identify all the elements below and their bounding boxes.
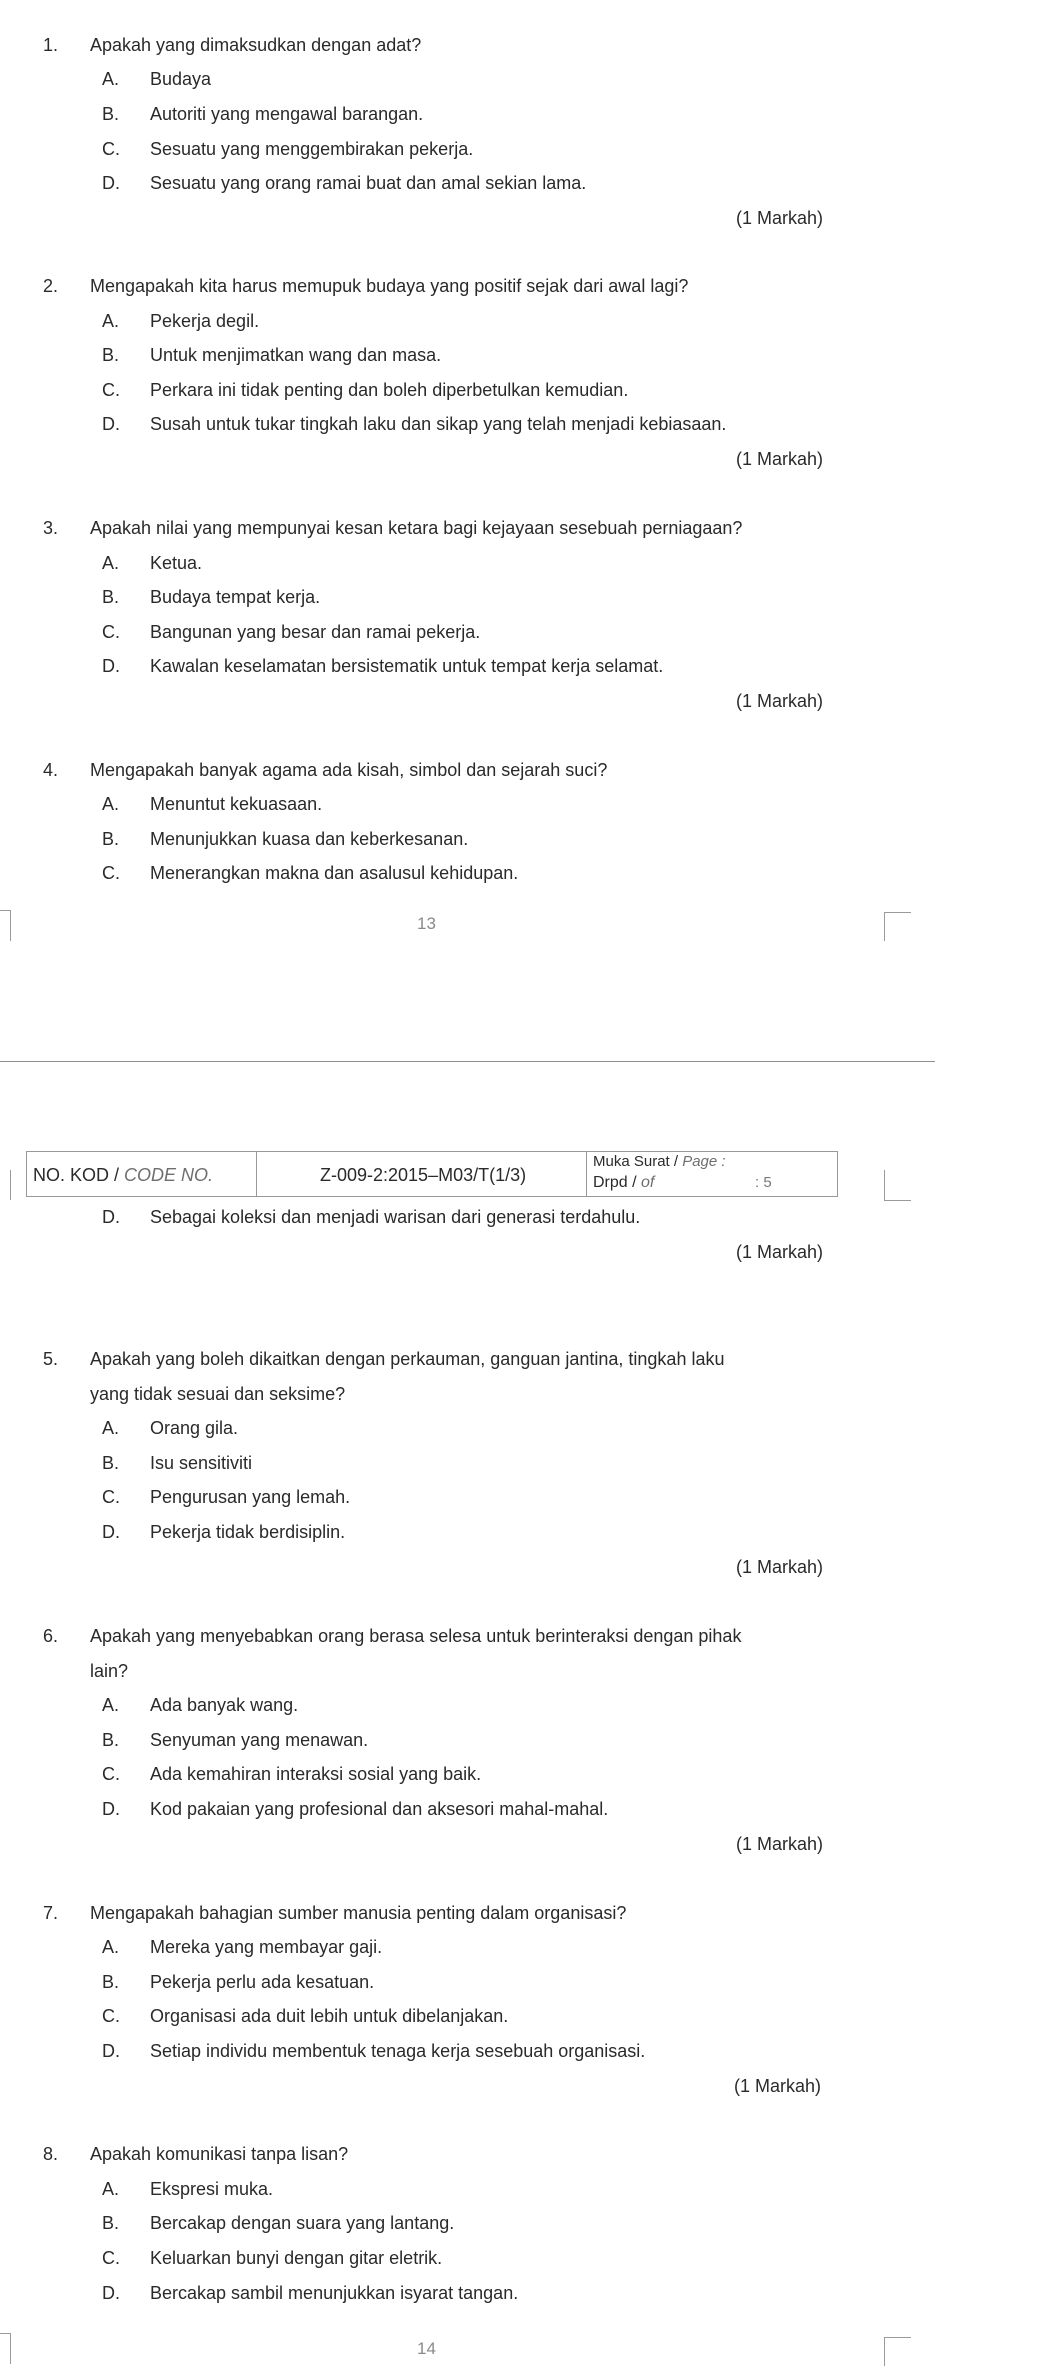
option-text: Isu sensitiviti bbox=[150, 1453, 253, 1473]
question-number: 1. bbox=[43, 35, 59, 55]
mark-label: (1 Markah) bbox=[735, 691, 823, 711]
corner-mark-right bbox=[884, 1170, 911, 1201]
option-letter: B. bbox=[102, 1453, 120, 1473]
option-letter: B. bbox=[102, 345, 120, 365]
mark-label: (1 Markah) bbox=[735, 1242, 823, 1262]
option-letter: D. bbox=[102, 2283, 120, 2303]
option-letter: C. bbox=[102, 1487, 120, 1507]
option-text: Menerangkan makna dan asalusul kehidupan. bbox=[150, 863, 519, 883]
document-header-table bbox=[26, 1151, 838, 1197]
page-separator bbox=[0, 1061, 935, 1062]
option-text: Sebagai koleksi dan menjadi warisan dari generasi terdahulu. bbox=[150, 1207, 641, 1227]
total-pages: : 5 bbox=[755, 1174, 772, 1191]
option-text: Pekerja degil. bbox=[150, 311, 260, 331]
option-text: Autoriti yang mengawal barangan. bbox=[150, 104, 424, 124]
question-text: Mengapakah banyak agama ada kisah, simbol dan sejarah suci? bbox=[90, 760, 608, 780]
question-text-line-1: Apakah yang menyebabkan orang berasa selesa untuk berinteraksi dengan pihak bbox=[90, 1626, 742, 1646]
page-label: Muka Surat / Page : bbox=[593, 1153, 726, 1170]
question-text: Apakah komunikasi tanpa lisan? bbox=[90, 2144, 349, 2164]
option-text: Perkara ini tidak penting dan boleh diperbetulkan kemudian. bbox=[150, 380, 629, 400]
question-number: 4. bbox=[43, 760, 59, 780]
question-text: Apakah nilai yang mempunyai kesan ketara bagi kejayaan sesebuah perniagaan? bbox=[90, 518, 743, 538]
option-text: Ketua. bbox=[150, 553, 203, 573]
option-letter: A. bbox=[102, 1937, 120, 1957]
of-label: Drpd / of bbox=[593, 1174, 655, 1191]
option-text: Untuk menjimatkan wang dan masa. bbox=[150, 345, 442, 365]
option-text: Bercakap dengan suara yang lantang. bbox=[150, 2213, 455, 2233]
question-number: 6. bbox=[43, 1626, 59, 1646]
corner-mark-left bbox=[0, 2333, 11, 2364]
option-text: Sesuatu yang menggembirakan pekerja. bbox=[150, 139, 474, 159]
option-text: Senyuman yang menawan. bbox=[150, 1730, 369, 1750]
corner-mark-right bbox=[884, 912, 911, 941]
option-letter: A. bbox=[102, 794, 120, 814]
option-text: Orang gila. bbox=[150, 1418, 239, 1438]
option-text: Budaya tempat kerja. bbox=[150, 587, 321, 607]
question-text: Mengapakah bahagian sumber manusia penting dalam organisasi? bbox=[90, 1903, 627, 1923]
corner-mark-left bbox=[0, 910, 11, 941]
option-text: Keluarkan bunyi dengan gitar eletrik. bbox=[150, 2248, 443, 2268]
question-number: 5. bbox=[43, 1349, 59, 1369]
option-letter: C. bbox=[102, 139, 120, 159]
option-letter: D. bbox=[102, 1799, 120, 1819]
option-letter: B. bbox=[102, 104, 120, 124]
option-text: Ada banyak wang. bbox=[150, 1695, 299, 1715]
mark-label: (1 Markah) bbox=[735, 449, 823, 469]
option-letter: A. bbox=[102, 69, 120, 89]
option-letter: D. bbox=[102, 1522, 120, 1542]
option-letter: A. bbox=[102, 2179, 120, 2199]
option-letter: D. bbox=[102, 414, 120, 434]
page-info-cell bbox=[587, 1152, 839, 1196]
option-letter: C. bbox=[102, 622, 120, 642]
page-number: 14 bbox=[417, 2339, 436, 2358]
code-value-cell bbox=[257, 1152, 587, 1196]
question-text: Apakah yang dimaksudkan dengan adat? bbox=[90, 35, 422, 55]
question-number: 8. bbox=[43, 2144, 59, 2164]
question-text-line-1: Apakah yang boleh dikaitkan dengan perkauman, ganguan jantina, tingkah laku bbox=[90, 1349, 725, 1369]
option-text: Organisasi ada duit lebih untuk dibelanjakan. bbox=[150, 2006, 509, 2026]
question-number: 2. bbox=[43, 276, 59, 296]
option-letter: B. bbox=[102, 2213, 120, 2233]
option-letter: B. bbox=[102, 1972, 120, 1992]
option-letter: B. bbox=[102, 829, 120, 849]
question-text-line-2: yang tidak sesuai dan seksime? bbox=[90, 1384, 346, 1404]
option-text: Menunjukkan kuasa dan keberkesanan. bbox=[150, 829, 469, 849]
option-text: Bangunan yang besar dan ramai pekerja. bbox=[150, 622, 481, 642]
corner-mark-left bbox=[0, 1170, 11, 1200]
option-letter: C. bbox=[102, 2006, 120, 2026]
option-text: Budaya bbox=[150, 69, 212, 89]
option-letter: C. bbox=[102, 380, 120, 400]
option-letter: A. bbox=[102, 553, 120, 573]
option-text: Pengurusan yang lemah. bbox=[150, 1487, 351, 1507]
page-number: 13 bbox=[417, 914, 436, 933]
corner-mark-right bbox=[884, 2337, 911, 2366]
code-value: Z-009-2:2015–M03/T(1/3) bbox=[320, 1165, 527, 1185]
option-text: Bercakap sambil menunjukkan isyarat tangan. bbox=[150, 2283, 519, 2303]
option-text: Kod pakaian yang profesional dan aksesori mahal-mahal. bbox=[150, 1799, 609, 1819]
question-text: Mengapakah kita harus memupuk budaya yang positif sejak dari awal lagi? bbox=[90, 276, 689, 296]
option-letter: A. bbox=[102, 311, 120, 331]
option-text: Mereka yang membayar gaji. bbox=[150, 1937, 383, 1957]
option-text: Susah untuk tukar tingkah laku dan sikap yang telah menjadi kebiasaan. bbox=[150, 414, 727, 434]
option-letter: D. bbox=[102, 656, 120, 676]
code-label: NO. KOD / CODE NO. bbox=[33, 1165, 214, 1185]
question-text-line-2: lain? bbox=[90, 1661, 129, 1681]
option-letter: D. bbox=[102, 173, 120, 193]
option-letter: D. bbox=[102, 2041, 120, 2061]
option-letter: B. bbox=[102, 1730, 120, 1750]
mark-label: (1 Markah) bbox=[733, 2076, 821, 2096]
code-label-cell bbox=[27, 1152, 257, 1196]
mark-label: (1 Markah) bbox=[735, 208, 823, 228]
option-letter: A. bbox=[102, 1695, 120, 1715]
option-letter: B. bbox=[102, 587, 120, 607]
option-text: Pekerja tidak berdisiplin. bbox=[150, 1522, 346, 1542]
option-text: Kawalan keselamatan bersistematik untuk tempat kerja selamat. bbox=[150, 656, 664, 676]
option-letter: C. bbox=[102, 863, 120, 883]
mark-label: (1 Markah) bbox=[735, 1557, 823, 1577]
option-text: Setiap individu membentuk tenaga kerja sesebuah organisasi. bbox=[150, 2041, 646, 2061]
option-text: Ekspresi muka. bbox=[150, 2179, 274, 2199]
question-number: 7. bbox=[43, 1903, 59, 1923]
option-text: Menuntut kekuasaan. bbox=[150, 794, 323, 814]
question-number: 3. bbox=[43, 518, 59, 538]
option-letter: C. bbox=[102, 1764, 120, 1784]
option-letter: A. bbox=[102, 1418, 120, 1438]
option-letter: C. bbox=[102, 2248, 120, 2268]
option-text: Sesuatu yang orang ramai buat dan amal sekian lama. bbox=[150, 173, 587, 193]
option-text: Ada kemahiran interaksi sosial yang baik. bbox=[150, 1764, 482, 1784]
mark-label: (1 Markah) bbox=[735, 1834, 823, 1854]
option-letter: D. bbox=[102, 1207, 120, 1227]
option-text: Pekerja perlu ada kesatuan. bbox=[150, 1972, 375, 1992]
